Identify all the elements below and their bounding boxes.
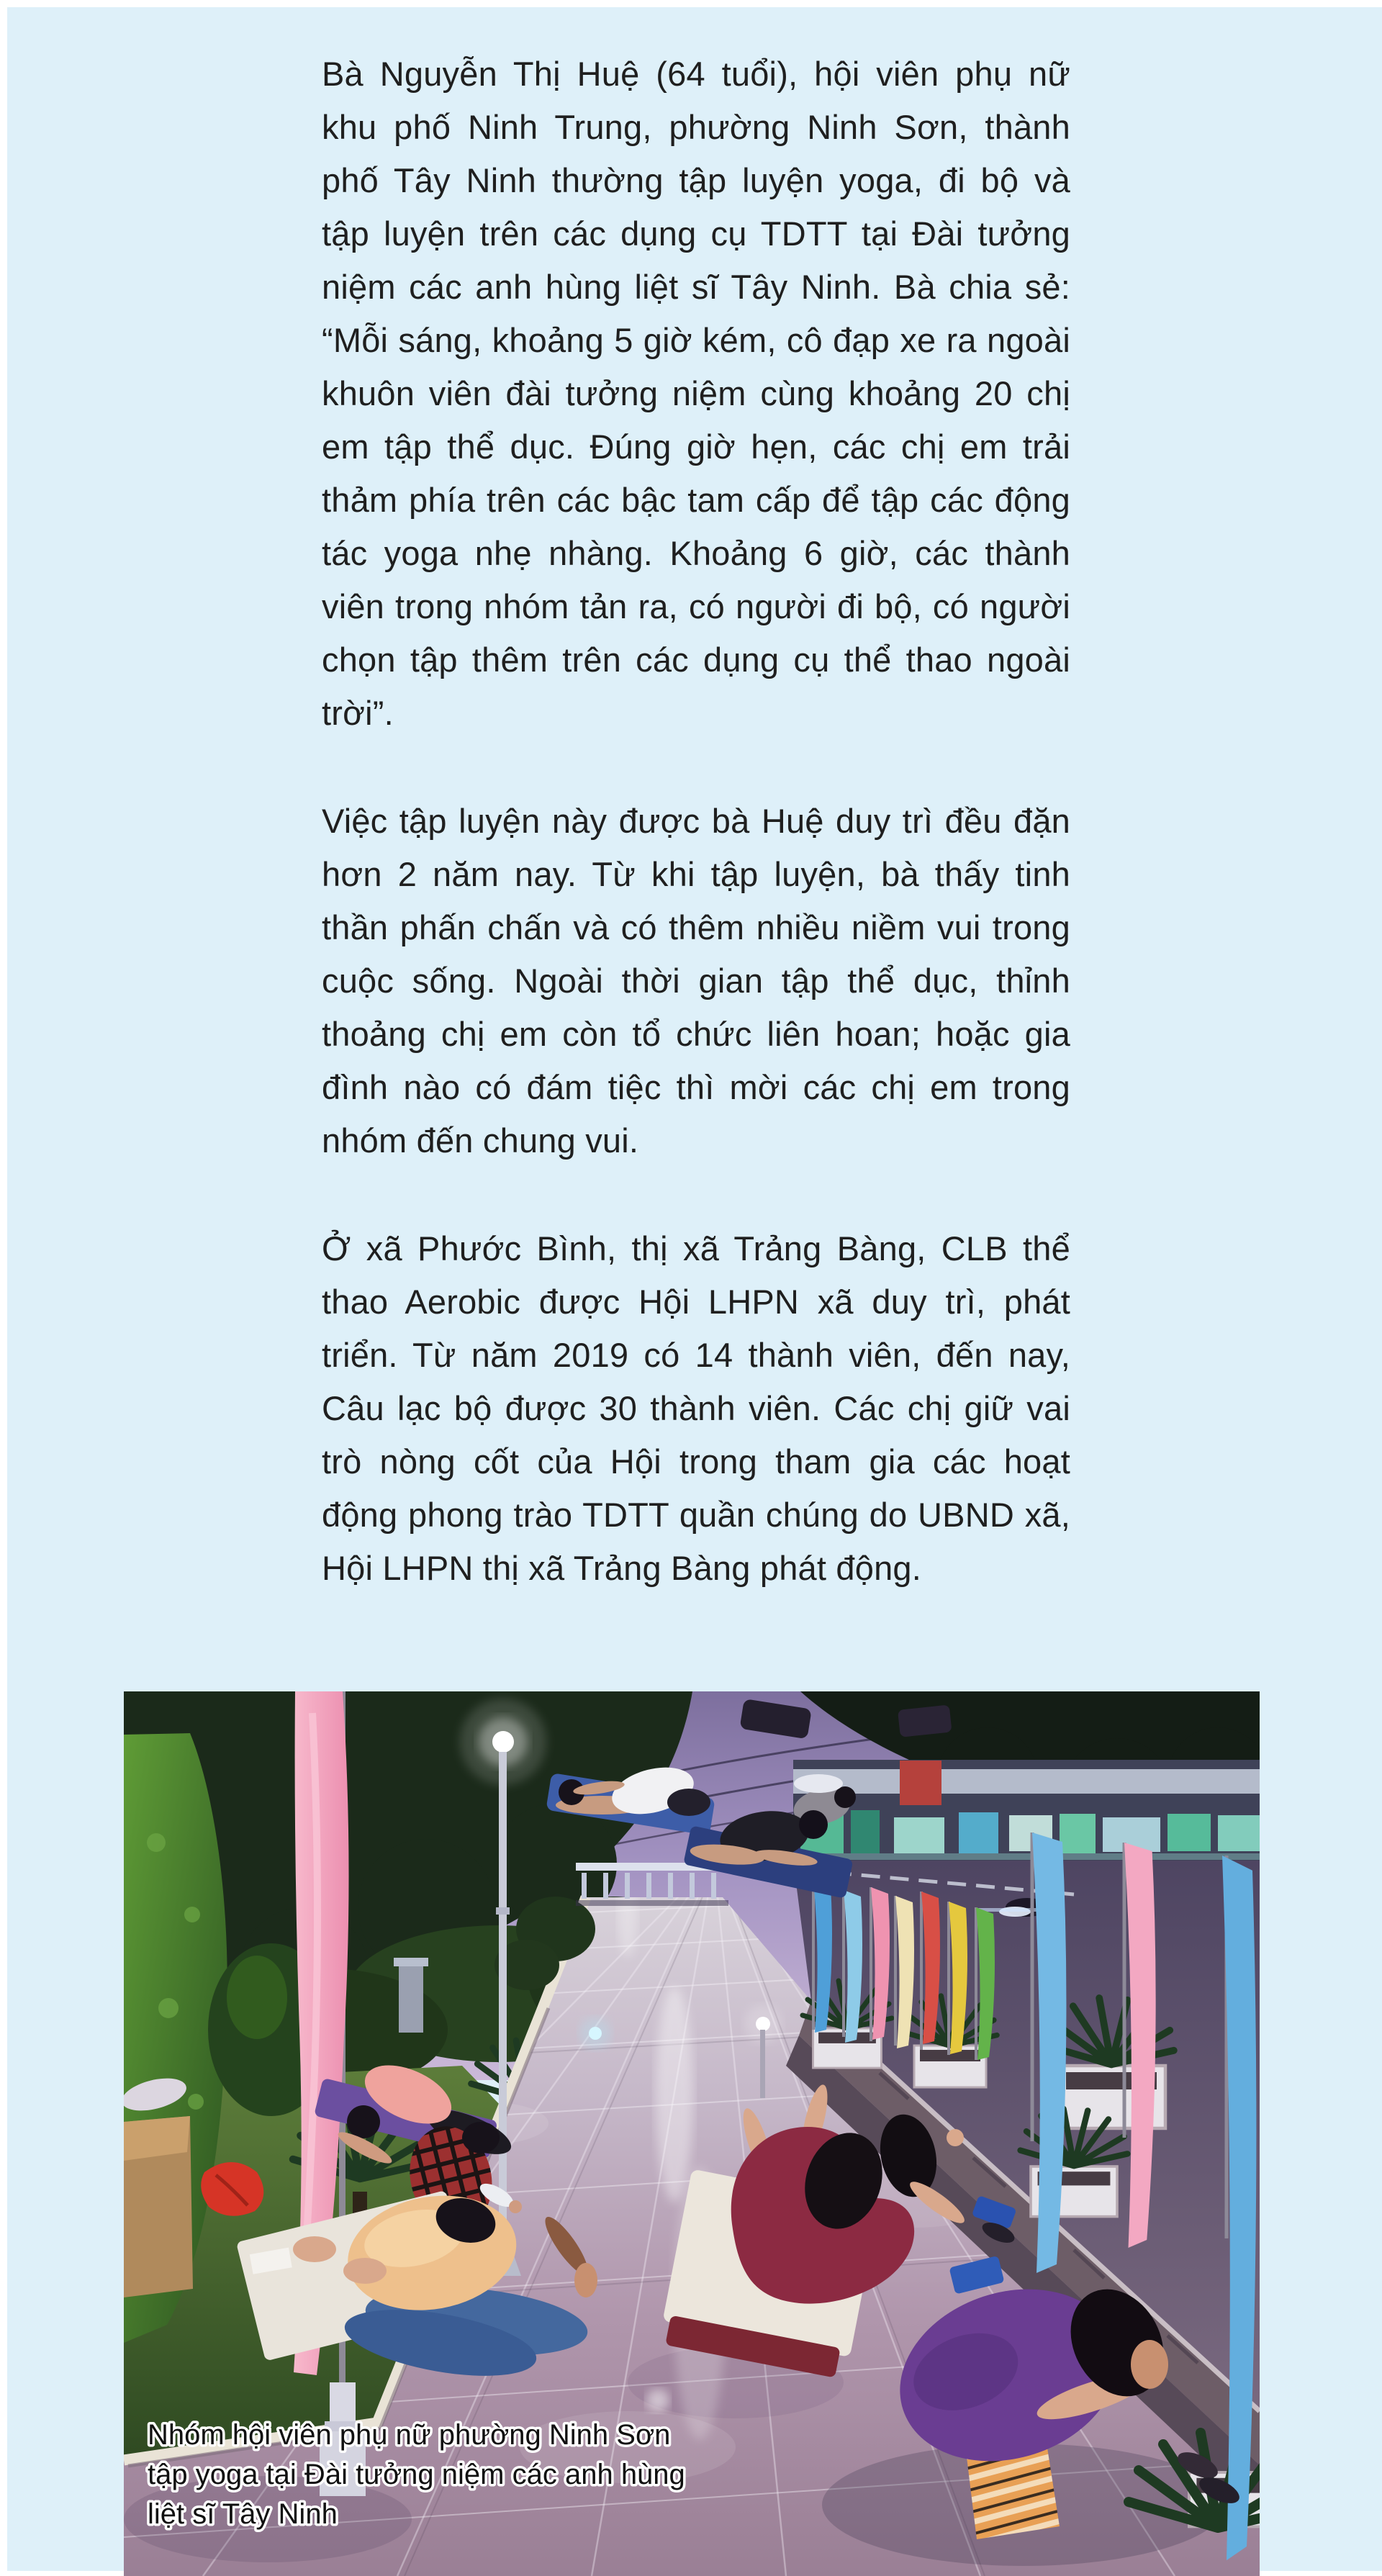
article-paragraph-1: Bà Nguyễn Thị Huệ (64 tuổi), hội viên phụ nữ khu phố Ninh Trung, phường Ninh Sơn, thành phố Tây Ninh thường tập luyện yoga, đi bộ và tập luyện trên các dụng cụ TDTT tại Đài tưởng niệm các anh hùng liệt sĩ Tây Ninh. Bà chia sẻ: “Mỗi sáng, khoảng 5 giờ kém, cô đạp xe ra ngoài khuôn viên đài tưởng niệm cùng khoảng 20 chị em tập thể dục. Đúng giờ hẹn, các chị em trải thảm phía trên các bậc tam cấp để tập các động tác yoga nhẹ nhàng. Khoảng 6 giờ, các thành viên trong nhóm tản ra, có người đi bộ, có người chọn tập thêm trên các dụng cụ thể thao ngoài trời”.	[322, 55, 1070, 732]
article-paragraph-2: Việc tập luyện này được bà Huệ duy trì đều đặn hơn 2 năm nay. Từ khi tập luyện, bà thấy tinh thần phấn chấn và có thêm nhiều niềm vui trong cuộc sống. Ngoài thời gian tập thể dục, thỉnh thoảng chị em còn tổ chức liên hoan; hoặc gia đình nào có đám tiệc thì mời các chị em trong nhóm đến chung vui.	[322, 802, 1070, 1160]
article-paragraph-3: Ở xã Phước Bình, thị xã Trảng Bàng, CLB thể thao Aerobic được Hội LHPN xã duy trì, phát triển. Từ năm 2019 có 14 thành viên, đến nay, Câu lạc bộ được 30 thành viên. Các chị giữ vai trò nòng cốt của Hội trong tham gia các hoạt động phong trào TDTT quần chúng do UBND xã, Hội LHPN thị xã Trảng Bàng phát động.	[322, 1229, 1070, 1587]
photo-caption-line: Nhóm hội viên phụ nữ phường Ninh Sơn	[148, 2419, 671, 2451]
street-buildings	[793, 1760, 1260, 1864]
article-body	[322, 48, 1070, 1650]
photo-illustration	[124, 1691, 1260, 2576]
photo-caption-line: tập yoga tại Đài tưởng niệm các anh hùng	[148, 2459, 685, 2490]
photo-caption-line: liệt sĩ Tây Ninh	[148, 2498, 338, 2530]
article-photo	[124, 1691, 1260, 2576]
